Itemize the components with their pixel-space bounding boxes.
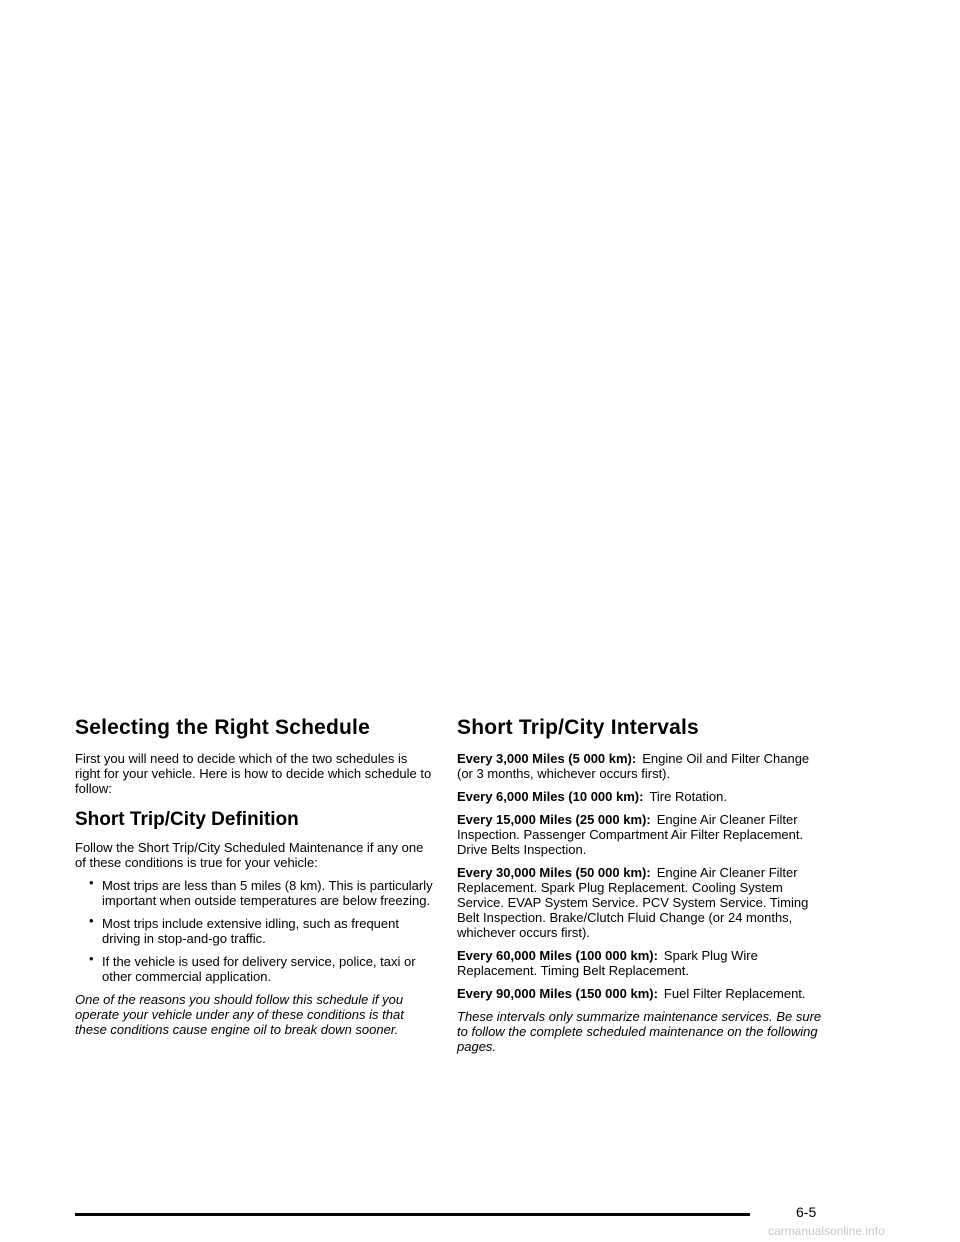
left-column — [75, 716, 435, 1045]
list-item — [75, 913, 435, 946]
interval-entry — [457, 751, 827, 781]
interval-entry — [457, 865, 827, 940]
list-item — [75, 951, 435, 984]
intervals-note: These intervals only summarize maintenance services. Be sure to follow the complete scheduled maintenance on the following pages. — [457, 1009, 822, 1054]
conditions-list — [75, 875, 435, 984]
footer-rule — [75, 1213, 750, 1216]
section-title: Selecting the Right Schedule — [75, 716, 370, 739]
interval-entry — [457, 812, 827, 857]
bullet-icon: • — [89, 875, 94, 890]
interval-label: Every 6,000 Miles (10 000 km): — [457, 789, 644, 804]
list-item-text: Most trips include extensive idling, such as frequent driving in stop-and-go traffic. — [102, 916, 399, 946]
definition-intro: Follow the Short Trip/City Scheduled Maintenance if any one of these conditions is true for your vehicle: — [75, 840, 424, 870]
interval-text: Fuel Filter Replacement. — [663, 986, 806, 1001]
interval-label: Every 3,000 Miles (5 000 km): — [457, 751, 637, 766]
page-number: 6-5 — [796, 1204, 817, 1220]
interval-entry — [457, 986, 827, 1001]
interval-text: Engine Oil and Filter Change (or 3 months, whichever occurs first). — [457, 751, 810, 781]
interval-text: Engine Air Cleaner Filter Replacement. Spark Plug Replacement. Cooling System Service. EVAP System Service. PCV System Service. Timing Belt Inspection. Brake/Clutch Fluid Change (or 24 months, whichever occurs first). — [457, 865, 809, 940]
bullet-icon: • — [89, 951, 94, 966]
definition-heading: Short Trip/City Definition — [75, 809, 299, 830]
list-item — [75, 875, 435, 908]
intro-paragraph: First you will need to decide which of the two schedules is right for your vehicle. Here is how to decide which schedule to follow: — [75, 751, 432, 796]
interval-text: Spark Plug Wire Replacement. Timing Belt Replacement. — [457, 948, 758, 978]
list-item-text: Most trips are less than 5 miles (8 km). This is particularly important when outside temperatures are below freezing. — [102, 878, 433, 908]
interval-entry — [457, 948, 827, 978]
interval-label: Every 60,000 Miles (100 000 km): — [457, 948, 658, 963]
interval-text: Engine Air Cleaner Filter Inspection. Passenger Compartment Air Filter Replacement. Drive Belts Inspection. — [457, 812, 804, 857]
watermark: carmanualsonline.info — [768, 1224, 885, 1238]
list-item-text: If the vehicle is used for delivery service, police, taxi or other commercial application. — [102, 954, 416, 984]
interval-label: Every 90,000 Miles (150 000 km): — [457, 986, 658, 1001]
interval-label: Every 30,000 Miles (50 000 km): — [457, 865, 651, 880]
interval-entry — [457, 789, 827, 804]
right-column — [457, 716, 827, 1062]
interval-text: Tire Rotation. — [649, 789, 728, 804]
schedule-note: One of the reasons you should follow this schedule if you operate your vehicle under any of these conditions is that these conditions cause engine oil to break down sooner. — [75, 992, 404, 1037]
bullet-icon: • — [89, 913, 94, 928]
intervals-title: Short Trip/City Intervals — [457, 716, 699, 739]
interval-label: Every 15,000 Miles (25 000 km): — [457, 812, 651, 827]
